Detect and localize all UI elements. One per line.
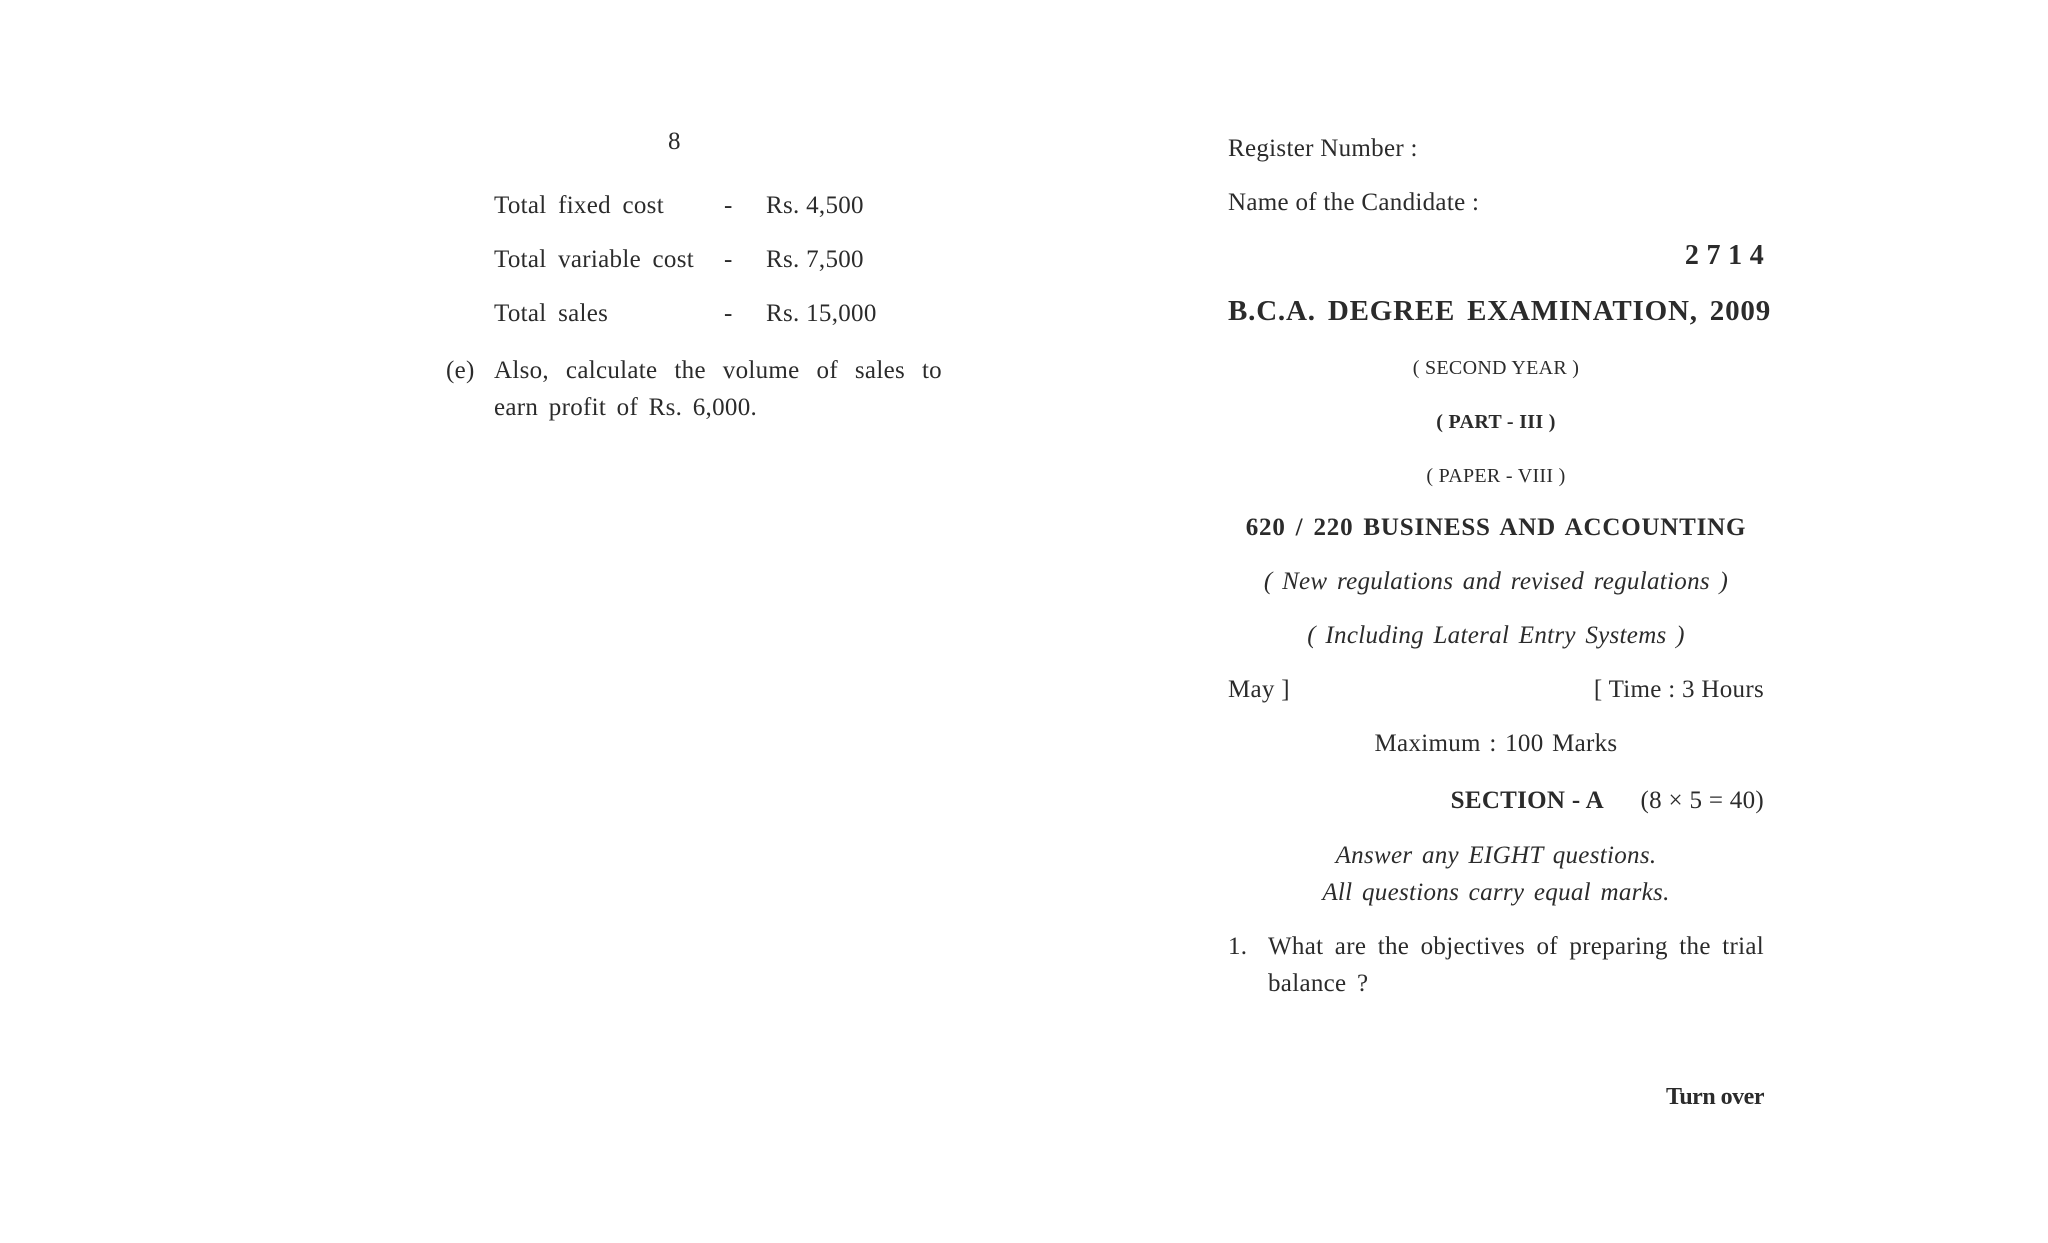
right-page xyxy=(1024,0,2048,1243)
paper-code: 2 7 1 4 xyxy=(1684,240,1764,271)
question-1 xyxy=(1228,928,1764,1002)
cost-value: Rs. 7,500 xyxy=(766,246,864,273)
section-marks: (8 × 5 = 40) xyxy=(1640,787,1764,814)
exam-month: May ] xyxy=(1228,676,1290,703)
candidate-name-label: Name of the Candidate : xyxy=(1228,189,1480,216)
regulations-note: ( New regulations and revised regulations ) xyxy=(1263,568,1729,595)
cost-dash: - xyxy=(724,192,733,219)
subject-title: 620 / 220 BUSINESS AND ACCOUNTING xyxy=(1245,514,1747,541)
cost-value: Rs. 15,000 xyxy=(766,300,877,327)
exam-title: B.C.A. DEGREE EXAMINATION, 2009 xyxy=(1228,295,1771,327)
page-number: 8 xyxy=(668,128,681,155)
lateral-entry-note: ( Including Lateral Entry Systems ) xyxy=(1307,622,1685,649)
max-marks: Maximum : 100 Marks xyxy=(1374,730,1618,757)
instruction-line-1: Answer any EIGHT questions. xyxy=(1335,842,1657,869)
question-e xyxy=(446,352,942,426)
section-title: SECTION - A xyxy=(1450,787,1604,814)
exam-time: [ Time : 3 Hours xyxy=(1593,676,1764,703)
question-marker: 1. xyxy=(1228,933,1248,960)
cost-dash: - xyxy=(724,246,733,273)
register-number-label: Register Number : xyxy=(1228,135,1418,162)
question-text: Also, calculate the volume of sales to earn profit of Rs. 6,000. xyxy=(494,357,942,421)
turn-over-note: Turn over xyxy=(1666,1084,1764,1110)
question-marker: (e) xyxy=(446,357,475,384)
instruction-line-2: All questions carry equal marks. xyxy=(1322,879,1670,906)
year-label: ( SECOND YEAR ) xyxy=(1412,357,1580,379)
cost-label: Total sales xyxy=(494,300,609,327)
cost-value: Rs. 4,500 xyxy=(766,192,864,219)
cost-label: Total variable cost xyxy=(494,246,694,273)
cost-label: Total fixed cost xyxy=(494,192,664,219)
cost-dash: - xyxy=(724,300,733,327)
part-label: ( PART - III ) xyxy=(1436,411,1556,433)
question-text: What are the objectives of preparing the trial balance ? xyxy=(1268,933,1764,997)
paper-label: ( PAPER - VIII ) xyxy=(1426,465,1566,487)
section-heading xyxy=(1228,784,1764,818)
